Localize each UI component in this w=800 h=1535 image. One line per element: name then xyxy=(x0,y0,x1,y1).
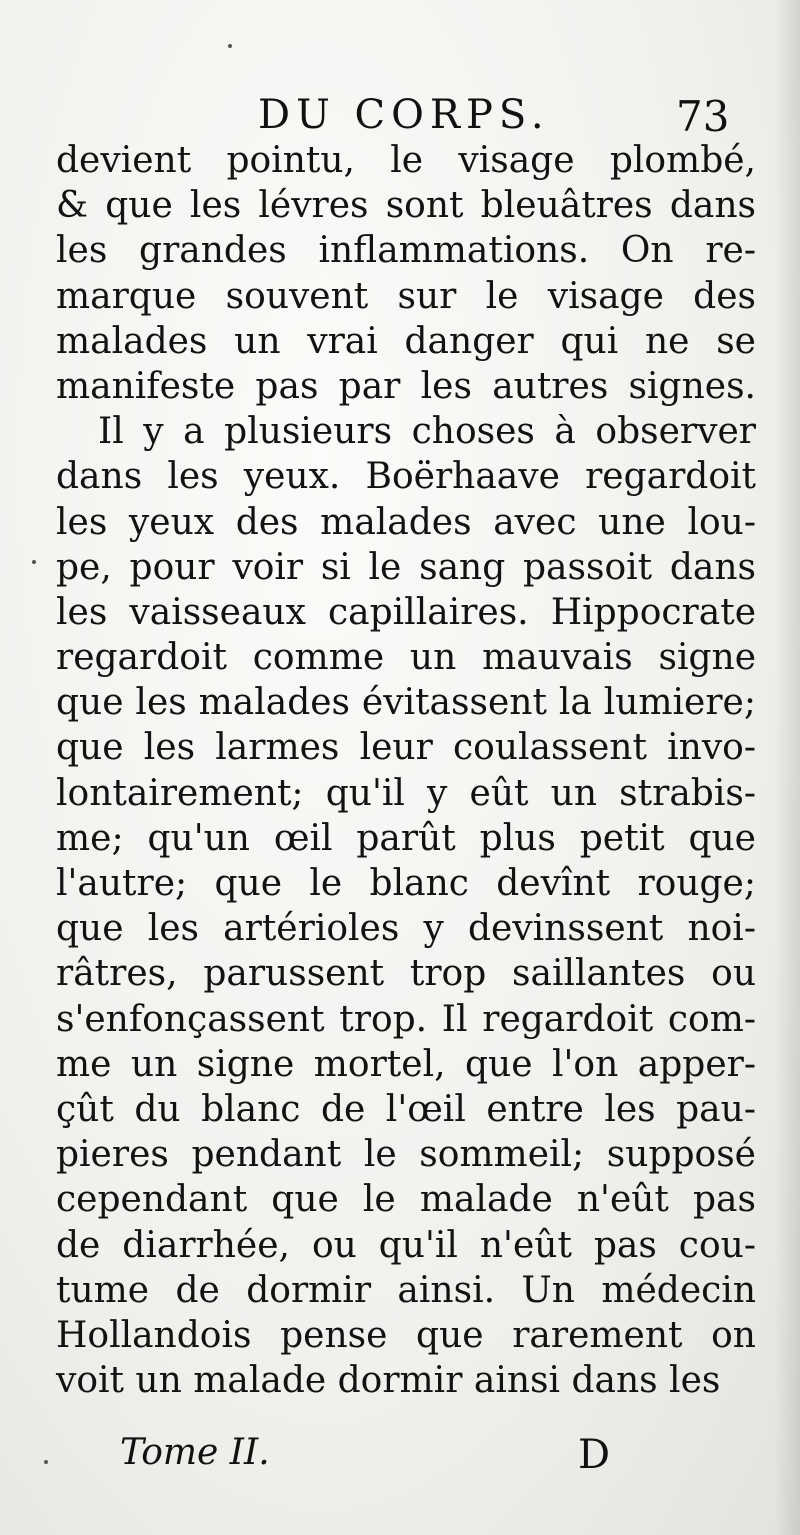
text-line: cependant que le malade n'eût pas xyxy=(56,1179,756,1221)
text-line: marque souvent sur le visage des xyxy=(56,275,756,317)
page-header xyxy=(258,92,758,142)
running-head: DU CORPS. xyxy=(258,92,550,138)
text-line: Hollandois pense que rarement on xyxy=(56,1314,756,1356)
page-footer xyxy=(120,1432,640,1482)
text-line: s'enfonçassent trop. Il regardoit com- xyxy=(56,998,756,1040)
text-line: que les malades évitassent la lumiere; xyxy=(56,682,756,724)
text-line: les vaisseaux capillaires. Hippocrate xyxy=(56,591,756,633)
text-line: me; qu'un œil parût plus petit que xyxy=(56,817,756,859)
text-line: de diarrhée, ou qu'il n'eût pas cou- xyxy=(56,1224,756,1266)
text-line: me un signe mortel, que l'on apper- xyxy=(56,1043,756,1085)
page-number: 73 xyxy=(676,92,730,141)
text-line: que les artérioles y devinssent noi- xyxy=(56,908,756,950)
text-line: Il y a plusieurs choses à observer xyxy=(98,411,756,453)
text-line: que les larmes leur coulassent invo- xyxy=(56,727,756,769)
text-line: lontairement; qu'il y eût un strabis- xyxy=(56,772,756,814)
text-line: pe, pour voir si le sang passoit dans xyxy=(56,546,756,588)
paper-speck xyxy=(44,1460,48,1464)
signature-mark: D xyxy=(578,1432,611,1478)
page-gutter-shadow xyxy=(774,0,800,1535)
text-line: dans les yeux. Boërhaave regardoit xyxy=(56,456,756,498)
text-line: & que les lévres sont bleuâtres dans xyxy=(56,185,756,227)
text-line: devient pointu, le visage plombé, xyxy=(56,140,756,181)
text-line: malades un vrai danger qui ne se xyxy=(56,320,756,362)
text-line: pieres pendant le sommeil; supposé xyxy=(56,1134,756,1176)
body-text xyxy=(56,138,756,1403)
paper-speck xyxy=(32,560,36,564)
text-line: l'autre; que le blanc devînt rouge; xyxy=(56,863,756,904)
text-line: regardoit comme un mauvais signe xyxy=(56,637,756,679)
text-line: manifeste pas par les autres signes. xyxy=(56,365,756,407)
text-line: les yeux des malades avec une lou- xyxy=(56,501,756,543)
text-line: voit un malade dormir ainsi dans les xyxy=(56,1360,721,1402)
text-line: tume de dormir ainsi. Un médecin xyxy=(56,1269,756,1311)
text-line: çût du blanc de l'œil entre les pau- xyxy=(56,1088,756,1130)
text-line: râtres, parussent trop saillantes ou xyxy=(56,953,756,995)
text-line: les grandes inflammations. On re- xyxy=(56,230,756,272)
volume-label: Tome II. xyxy=(120,1432,270,1473)
paper-speck xyxy=(228,44,232,48)
